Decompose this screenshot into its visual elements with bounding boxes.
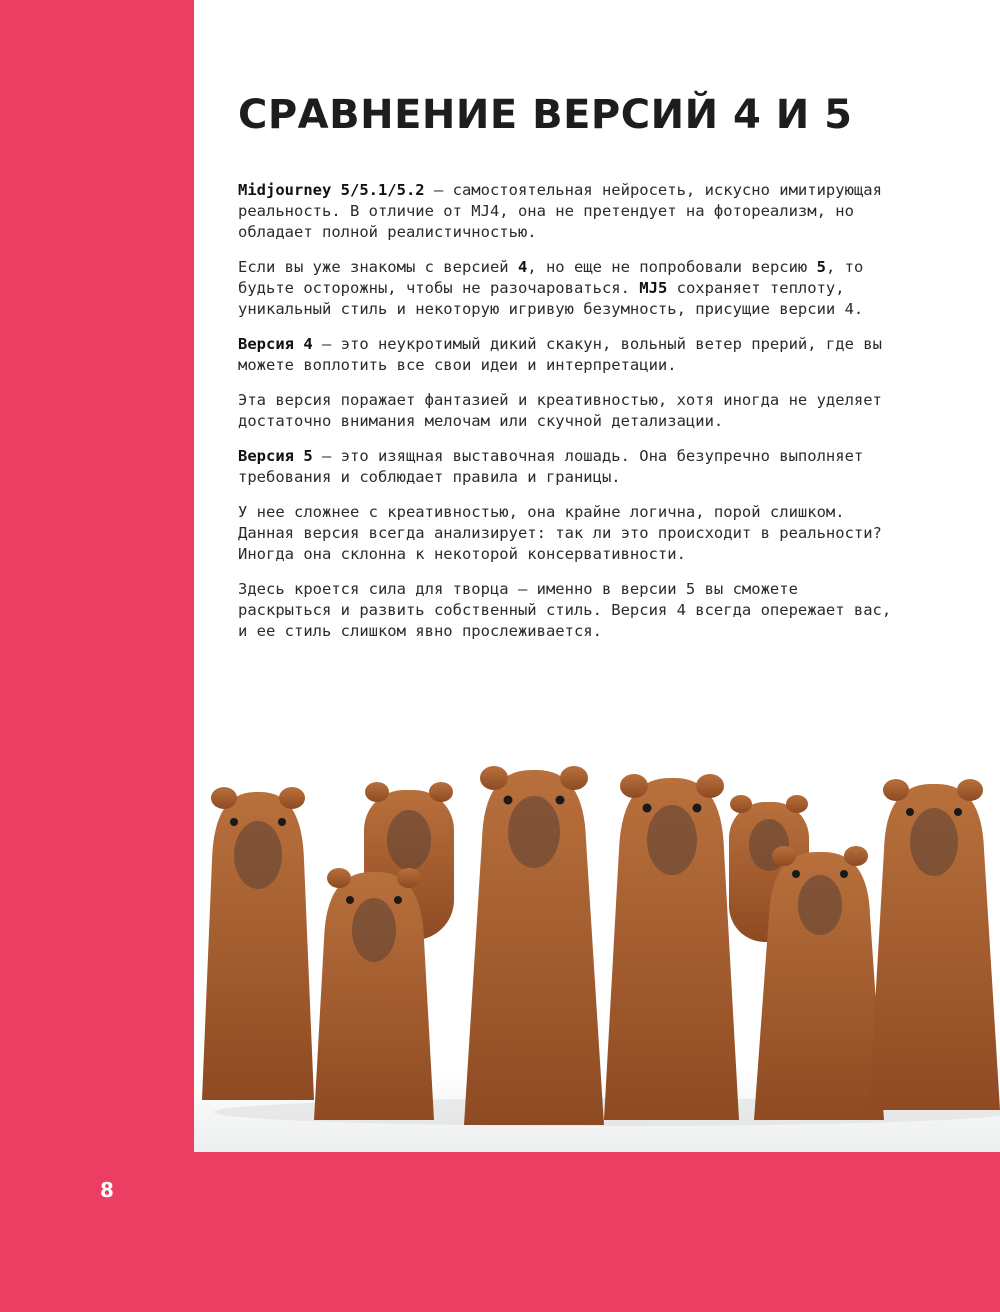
- paragraph-5-bold: Версия 5: [238, 447, 313, 465]
- paragraph-2-part-c: , но еще не попробовали версию: [527, 258, 817, 276]
- paragraph-5-text: — это изящная выставочная лошадь. Она безупречно выполняет требования и соблюдает правила и границы.: [238, 447, 864, 486]
- paragraph-7: [238, 579, 898, 642]
- paragraph-4-text: Эта версия поражает фантазией и креативностью, хотя иногда не уделяет достаточно внимания мелочам или скучной детализации.: [238, 391, 882, 430]
- paragraph-3-bold: Версия 4: [238, 335, 313, 353]
- page-number: 8: [100, 1178, 114, 1202]
- paragraph-1: [238, 180, 898, 243]
- paragraph-2-part-d: , то будьте осторожны, чтобы не разочароваться.: [238, 258, 864, 297]
- paragraph-6-text: У нее сложнее с креативностью, она крайне логична, порой слишком. Данная версия всегда анализирует: так ли это происходит в реальности? Иногда она склонна к некоторой консервативности.: [238, 503, 882, 563]
- paragraph-2-bold-4: 4: [517, 258, 528, 276]
- paragraph-2-bold-5: 5: [816, 258, 826, 276]
- paragraph-7-text: Здесь кроется сила для творца — именно в версии 5 вы сможете раскрыться и развить собственный стиль. Версия 4 всегда опережает вас, и ее стиль слишком явно прослеживается.: [238, 580, 892, 640]
- paragraph-1-text: — самостоятельная нейросеть, искусно имитирующая реальность. В отличие от MJ4, она не претендует на фотореализм, но обладает полной реалистичностью.: [238, 181, 882, 241]
- paragraph-5: [238, 446, 898, 488]
- paragraph-2: [238, 257, 898, 320]
- paragraph-2-part-a: Если вы уже знакомы с версией: [238, 258, 518, 276]
- page-title: СРАВНЕНИЕ ВЕРСИЙ 4 И 5: [238, 92, 853, 138]
- paragraph-6: [238, 502, 898, 565]
- paragraph-2-bold-mj5: MJ5: [639, 279, 668, 297]
- paragraph-4: [238, 390, 898, 432]
- capybara-group-image: [194, 740, 1000, 1152]
- paragraph-3: [238, 334, 898, 376]
- paragraph-2-part-e: сохраняет теплоту, уникальный стиль и некоторую игривую безумность, присущие версии 4.: [238, 279, 864, 318]
- paragraph-3-text: — это неукротимый дикий скакун, вольный ветер прерий, где вы можете воплотить все свои идеи и интерпретации.: [238, 335, 882, 374]
- article-body: [238, 180, 898, 656]
- paragraph-1-bold: Midjourney 5/5.1/5.2: [238, 181, 425, 199]
- page-content: [194, 0, 1000, 1152]
